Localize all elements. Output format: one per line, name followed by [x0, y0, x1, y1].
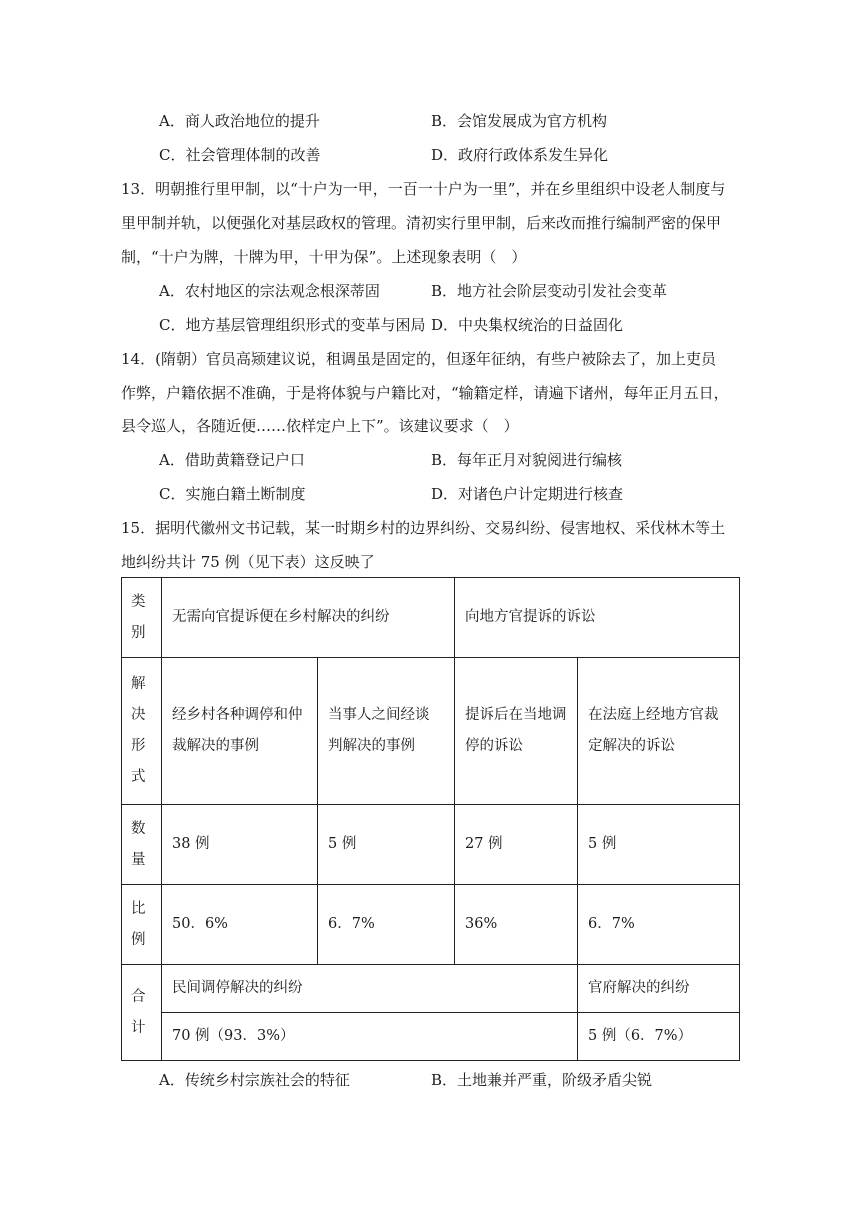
row-label-form: 解 决 形 式 [122, 658, 162, 805]
ratio-cell-2: 6．7% [318, 885, 455, 965]
form-cell-1: 经乡村各种调停和仲 裁解决的事例 [162, 658, 318, 805]
q15-stem-line-1: 15．据明代徽州文书记载，某一时期乡村的边界纠纷、交易纠纷、侵害地权、采伐林木等土 [121, 519, 726, 537]
q14-option-c: C．实施白籍土断制度 [159, 485, 306, 503]
dispute-table [121, 577, 740, 1061]
count-cell-1: 38 例 [162, 805, 318, 885]
q12-option-a: A．商人政治地位的提升 [159, 112, 320, 130]
q12-option-c: C．社会管理体制的改善 [159, 146, 321, 164]
table-row-count [122, 805, 740, 885]
q14-stem-line-2: 作弊，户籍依据不准确，于是将体貌与户籍比对，“输籍定样，请遍下诸州，每年正月五日， [121, 384, 729, 402]
total-civil-label: 民间调停解决的纠纷 [162, 965, 578, 1013]
form-cell-4: 在法庭上经地方官裁 定解决的诉讼 [578, 658, 740, 805]
table-row-form [122, 658, 740, 805]
q15-option-b: B．土地兼并严重，阶级矛盾尖锐 [431, 1071, 653, 1089]
q14-stem-line-1: 14．(隋朝）官员高颎建议说，租调虽是固定的，但逐年征纳，有些户被除去了，加上吏员 [121, 350, 716, 368]
q14-stem-line-3: 县令巡人，各随近便……依样定户上下”。该建议要求（ ） [121, 417, 519, 435]
total-official-value: 5 例（6．7%） [578, 1013, 740, 1061]
row-label-ratio: 比 例 [122, 885, 162, 965]
q13-stem-line-1: 13．明朝推行里甲制，以“十户为一甲，一百一十户为一里”，并在乡里组织中设老人制度与 [121, 180, 726, 198]
table-row-category [122, 578, 740, 658]
category-village: 无需向官提诉便在乡村解决的纠纷 [162, 578, 455, 658]
row-label-count: 数 量 [122, 805, 162, 885]
table-row-ratio [122, 885, 740, 965]
q14-option-b: B．每年正月对貌阅进行编核 [431, 451, 623, 469]
q12-option-b: B．会馆发展成为官方机构 [431, 112, 608, 130]
q13-option-d: D．中央集权统治的日益固化 [431, 316, 624, 334]
q15-stem-line-2: 地纠纷共计 75 例（见下表）这反映了 [121, 553, 375, 571]
table-row-total-value [122, 1013, 740, 1061]
table-row-total-label [122, 965, 740, 1013]
q12-option-d: D．政府行政体系发生异化 [431, 146, 609, 164]
q13-option-b: B．地方社会阶层变动引发社会变革 [431, 282, 668, 300]
q13-option-a: A．农村地区的宗法观念根深蒂固 [159, 282, 380, 300]
form-cell-2: 当事人之间经谈 判解决的事例 [318, 658, 455, 805]
total-official-label: 官府解决的纠纷 [578, 965, 740, 1013]
q14-option-a: A．借助黄籍登记户口 [159, 451, 305, 469]
ratio-cell-1: 50．6% [162, 885, 318, 965]
count-cell-4: 5 例 [578, 805, 740, 885]
ratio-cell-4: 6．7% [578, 885, 740, 965]
form-cell-3: 提诉后在当地调 停的诉讼 [455, 658, 578, 805]
row-label-category: 类 别 [122, 578, 162, 658]
count-cell-3: 27 例 [455, 805, 578, 885]
q14-option-d: D．对诸色户计定期进行核查 [431, 485, 624, 503]
category-official: 向地方官提诉的诉讼 [455, 578, 740, 658]
q13-stem-line-3: 制，“十户为牌，十牌为甲，十甲为保”。上述现象表明（ ） [121, 248, 527, 266]
total-civil-value: 70 例（93．3%） [162, 1013, 578, 1061]
row-label-total: 合 计 [122, 965, 162, 1061]
ratio-cell-3: 36% [455, 885, 578, 965]
q15-option-a: A．传统乡村宗族社会的特征 [159, 1071, 350, 1089]
q13-stem-line-2: 里甲制并轨，以便强化对基层政权的管理。清初实行里甲制，后来改而推行编制严密的保甲 [121, 214, 722, 232]
q13-option-c: C．地方基层管理组织形式的变革与困局 [159, 316, 426, 334]
count-cell-2: 5 例 [318, 805, 455, 885]
